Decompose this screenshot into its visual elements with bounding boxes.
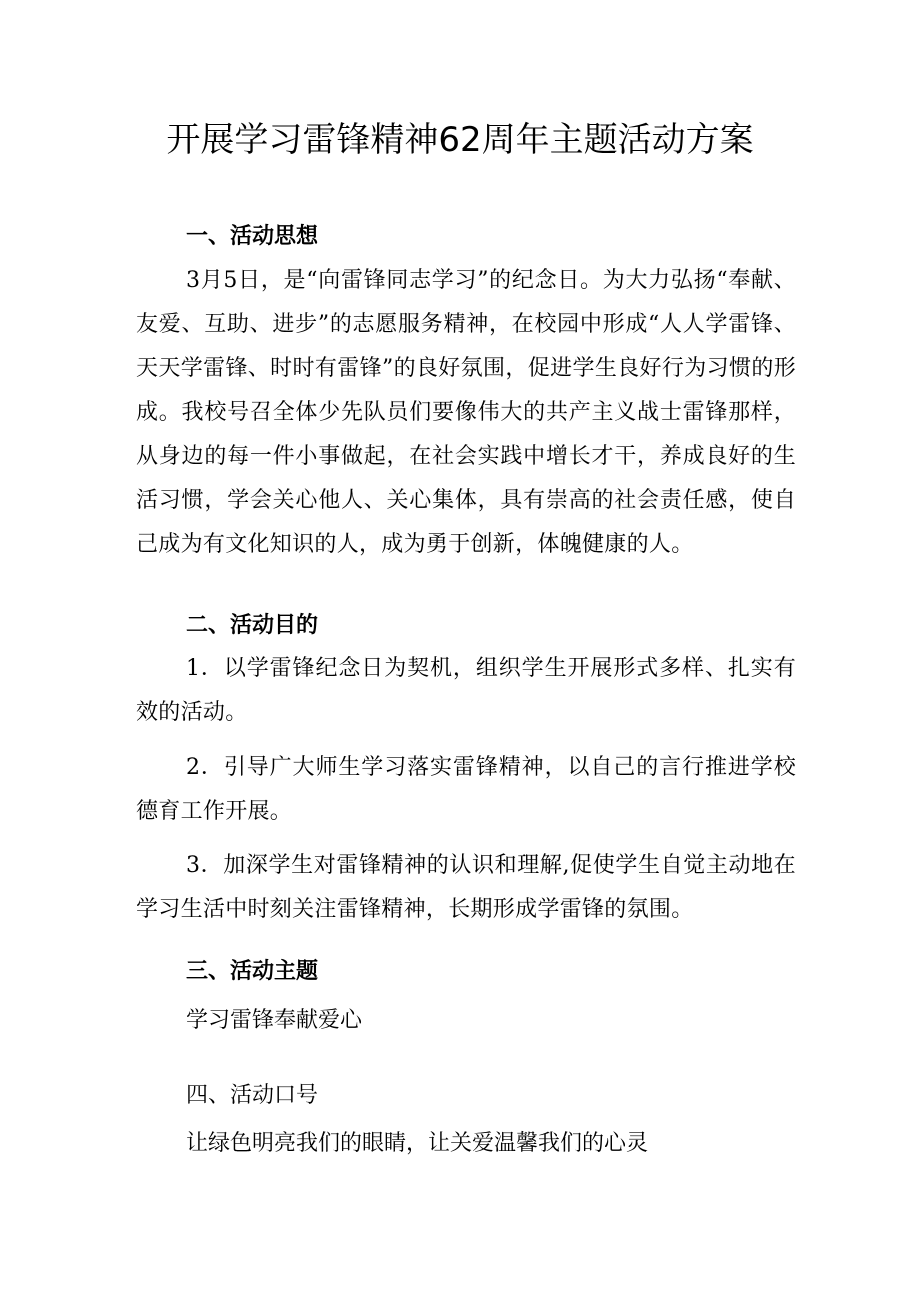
- theme-text: 学习雷锋奉献爱心: [186, 1008, 363, 1033]
- section-paragraph-ideology: 3月5日，是“向雷锋同志学习”的纪念日。为大力弘扬“奉献、友爱、互助、进步”的志愿服务精神，在校园中形成“人人学雷锋、天天学雷锋、时时有雷锋”的良好氛围，促进学生良好行为习惯的形成。我校号召全体少先队员们要像伟大的共产主义战士雷锋那样，从身边的每一件小事做起，在社会实践中增长才干，养成良好的生活习惯，学会关心他人、关心集体，具有崇高的社会责任感，使自己成为有文化知识的人，成为勇于创新，体魄健康的人。: [136, 268, 796, 557]
- slogan-text: 让绿色明亮我们的眼睛，让关爱温馨我们的心灵: [186, 1131, 649, 1156]
- purpose-item-3: 3．加深学生对雷锋精神的认识和理解,促使学生自觉主动地在学习生活中时刻关注雷锋精神，长期形成学雷锋的氛围。: [136, 853, 796, 922]
- purpose-item-2: 2．引导广大师生学习落实雷锋精神，以自己的言行推进学校德育工作开展。: [136, 755, 796, 824]
- purpose-item-1: 1．以学雷锋纪念日为契机，组织学生开展形式多样、扎实有效的活动。: [136, 656, 796, 725]
- document-title: 开展学习雷锋精神62周年主题活动方案: [166, 120, 754, 160]
- section-heading-theme: 三、活动主题: [186, 958, 319, 984]
- section-heading-ideology: 一、活动思想: [186, 223, 319, 249]
- section-heading-purpose: 二、活动目的: [186, 612, 319, 638]
- section-heading-slogan: 四、活动口号: [186, 1083, 319, 1108]
